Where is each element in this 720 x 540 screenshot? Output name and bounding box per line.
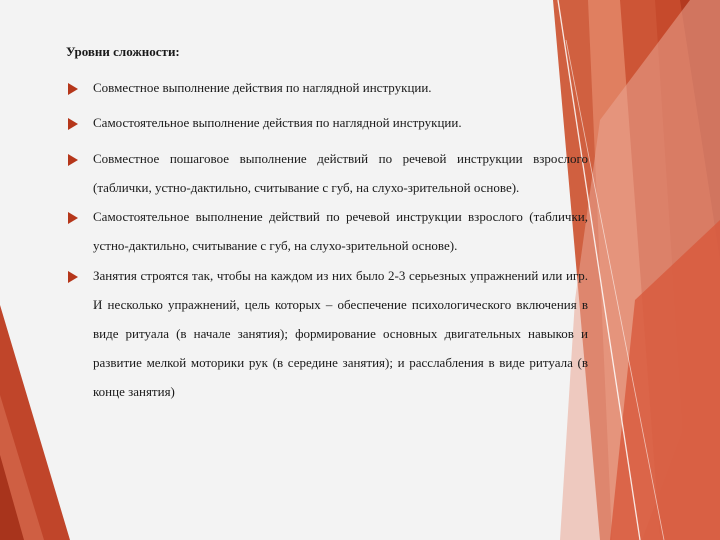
- list-item: Самостоятельное выполнение действия по наглядной инструкции.: [93, 115, 462, 130]
- triangle-right-icon: [68, 212, 78, 224]
- page-title: Уровни сложности:: [66, 44, 180, 59]
- list-item: Самостоятельное выполнение действий по речевой инструкции взрослого (таблички, устно-дактильно, считывание с губ, на слухо-зрительной основе).: [93, 209, 588, 253]
- list-item: Совместное выполнение действия по наглядной инструкции.: [93, 80, 432, 95]
- list-item: Совместное пошаговое выполнение действий по речевой инструкции взрослого (таблички, устно-дактильно, считывание с губ, на слухо-зрительной основе).: [93, 151, 588, 195]
- list-item: Занятия строятся так, чтобы на каждом из них было 2-3 серьезных упражнений или игр. И несколько упражнений, цель которых – обеспечение психологического включения в виде ритуала (в начале занятия); формирование основных двигательных навыков и развитие мелкой моторики рук (в середине занятия); и расслабления в виде ритуала (в конце занятия): [93, 268, 588, 399]
- triangle-right-icon: [68, 118, 78, 130]
- triangle-right-icon: [68, 83, 78, 95]
- triangle-right-icon: [68, 271, 78, 283]
- triangle-right-icon: [68, 154, 78, 166]
